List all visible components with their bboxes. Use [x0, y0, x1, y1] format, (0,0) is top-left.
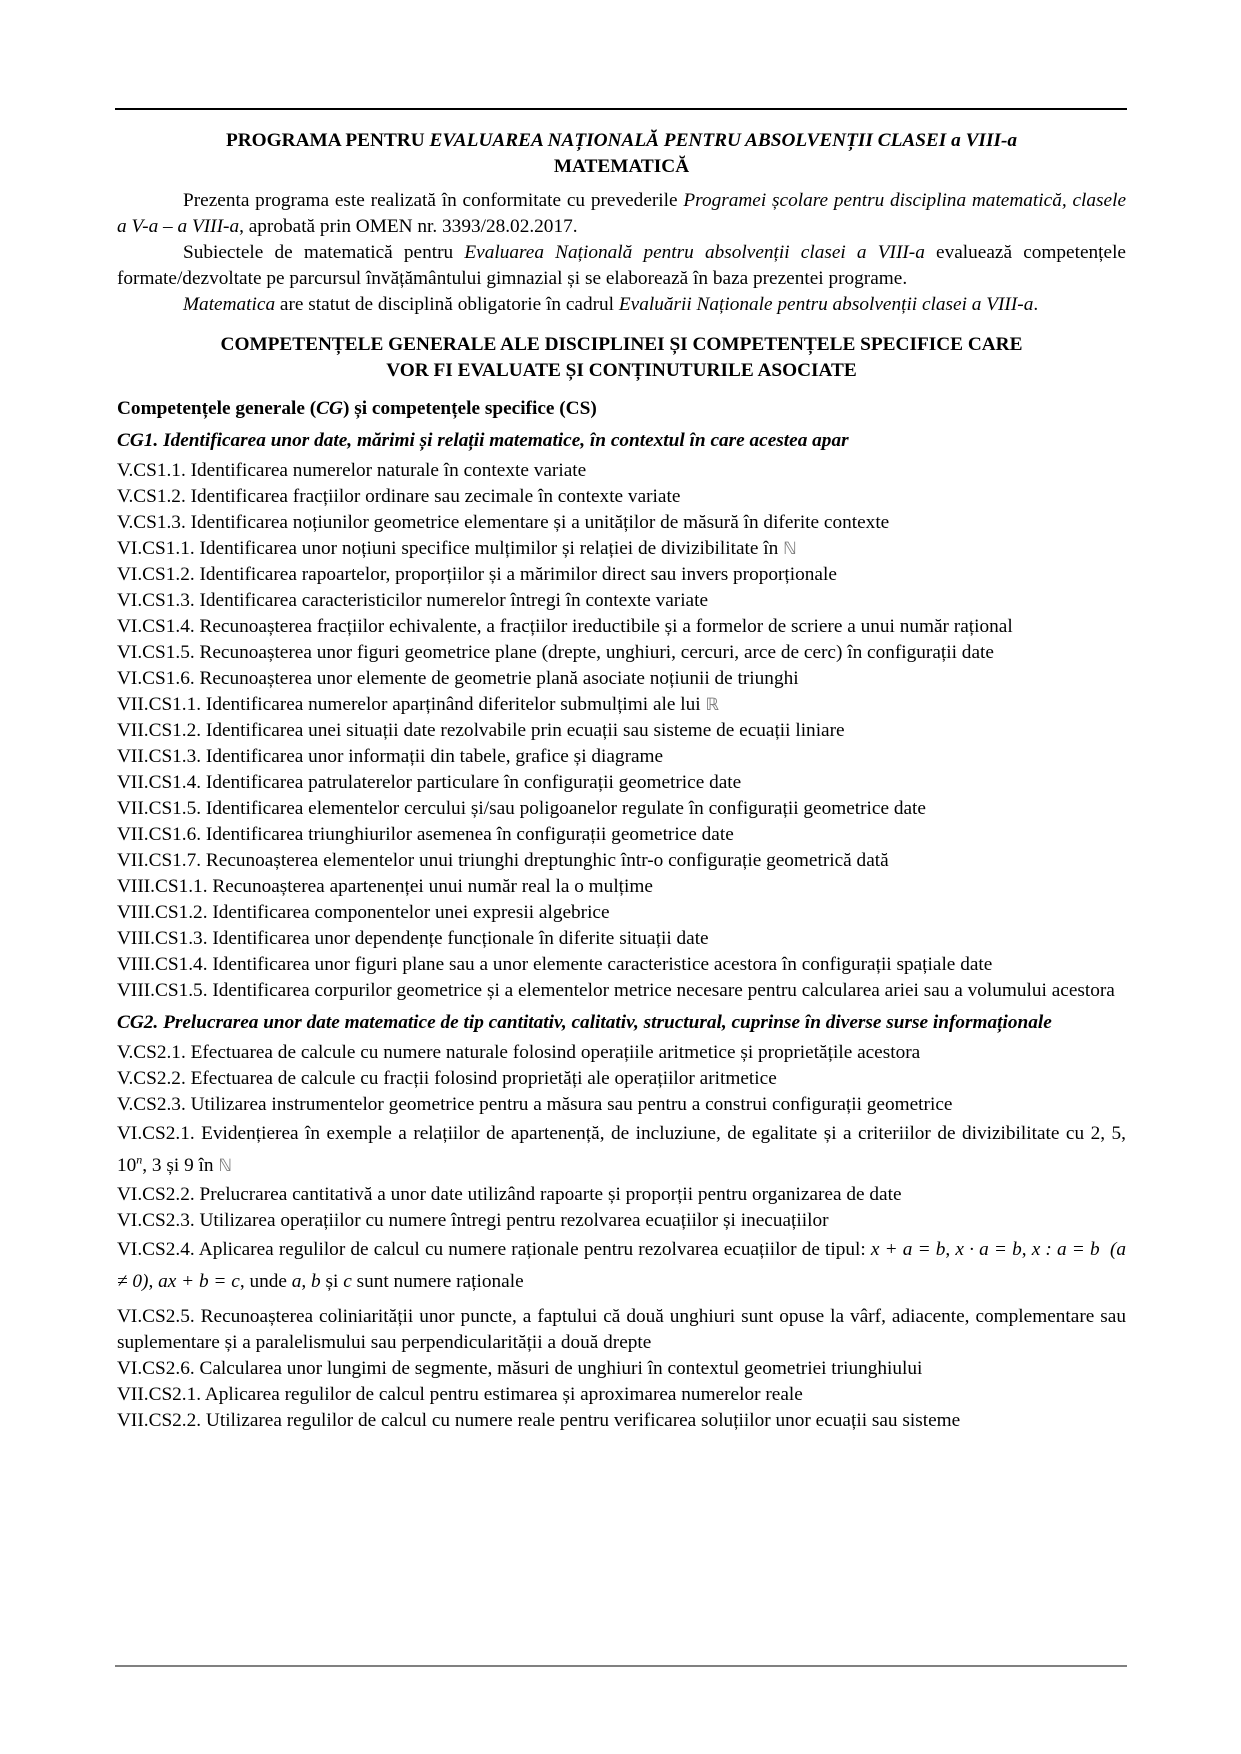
- list-item: VI.CS2.3. Utilizarea operațiilor cu numere întregi pentru rezolvarea ecuațiilor și inecuațiilor: [117, 1210, 829, 1231]
- document-subject: MATEMATICĂ: [553, 156, 690, 177]
- text: Programei școlare pentru disciplina matematică, clasele a V-a – a VIII-a: [117, 190, 1127, 237]
- text: VII.CS1.1. Identificarea numerelor aparținând diferitelor submulțimi ale lui: [117, 694, 706, 715]
- list-item: VII.CS1.3. Identificarea unor informații din tabele, grafice și diagrame: [117, 746, 664, 767]
- list-item: VII.CS1.5. Identificarea elementelor cercului și/sau poligoanelor regulate în configurații geometrice date: [117, 798, 926, 819]
- list-item: VI.CS1.2. Identificarea rapoartelor, proporțiilor și a mărimilor direct sau invers proporționale: [117, 564, 837, 585]
- list-item: VI.CS2.6. Calcularea unor lungimi de segmente, măsuri de unghiuri în contextul geometriei triunghiului: [117, 1358, 923, 1379]
- list-item: VIII.CS1.1. Recunoașterea apartenenței unui număr real la o mulțime: [117, 876, 653, 897]
- text: .: [1033, 294, 1039, 315]
- text: evaluează competențele formate/dezvoltate pe parcursul învățământului gimnazial și se elaborează în baza prezentei programe.: [117, 242, 1126, 289]
- text: sunt numere raționale: [351, 1271, 524, 1292]
- text: , aprobată prin OMEN nr. 3393/28.02.2017.: [239, 216, 578, 237]
- cg1-heading: CG1. Identificarea unor date, mărimi și relații matematice, în contextul în care acestea apar: [117, 430, 849, 451]
- text: CG: [316, 398, 343, 419]
- cg2-list: [117, 1040, 1126, 1434]
- list-item: VIII.CS1.2. Identificarea componentelor unei expresii algebrice: [117, 902, 610, 923]
- text: , 3 și 9 în: [142, 1155, 219, 1176]
- condition: (a ≠ 0): [117, 1239, 1126, 1292]
- list-item: VI.CS1.4. Recunoașterea fracțiilor echivalente, a fracțiilor ireductibile și a formelor de scriere a unui număr rațional: [117, 616, 1013, 637]
- text: ,: [301, 1271, 312, 1292]
- text: Competențele generale (: [117, 398, 317, 419]
- list-item: V.CS1.1. Identificarea numerelor naturale în contexte variate: [117, 460, 587, 481]
- intro-paragraph-2: [117, 240, 1126, 292]
- variable: a: [291, 1271, 302, 1292]
- list-item: V.CS2.1. Efectuarea de calcule cu numere naturale folosind operațiile aritmetice și proprietățile acestora: [117, 1042, 921, 1063]
- text: ,: [945, 1239, 956, 1260]
- text: ,: [148, 1271, 159, 1292]
- text: VI.CS2.4. Aplicarea regulilor de calcul cu numere raționale pentru rezolvarea ecuațiilor de tipul:: [117, 1239, 871, 1260]
- text: Prezenta programa este realizată în conformitate cu prevederile: [183, 190, 684, 211]
- text: ) și competențele specifice (CS): [342, 398, 597, 419]
- title-italic: EVALUAREA NAȚIONALĂ PENTRU ABSOLVENȚII CLASEI a VIII-a: [429, 130, 1018, 151]
- text: Evaluării Naționale pentru absolvenții clasei a VIII-a: [618, 294, 1034, 315]
- intro-paragraph-1: [117, 188, 1126, 240]
- list-item: VI.CS1.6. Recunoașterea unor elemente de geometrie plană asociate noțiunii de triunghi: [117, 668, 799, 689]
- list-item: VII.CS1.2. Identificarea unei situații date rezolvabile prin ecuații sau sisteme de ecuații liniare: [117, 720, 845, 741]
- list-item: [117, 1118, 1126, 1182]
- list-item: VI.CS2.5. Recunoașterea coliniarității unor puncte, a faptului că două unghiuri sunt opuse la vârf, adiacente, complementare sau suplementare și a paralelismului sau perpendicularității a două drepte: [117, 1306, 1126, 1353]
- section-title-line-1: COMPETENȚELE GENERALE ALE DISCIPLINEI ȘI COMPETENȚELE SPECIFICE CARE: [220, 334, 1023, 355]
- text: Evaluarea Națională pentru absolvenții clasei a VIII-a: [464, 242, 925, 263]
- list-item: [117, 536, 1126, 562]
- cg1-list: [117, 458, 1126, 1004]
- naturals-symbol-icon: ℕ: [218, 1156, 232, 1176]
- list-item: V.CS1.2. Identificarea fracțiilor ordinare sau zecimale în contexte variate: [117, 486, 681, 507]
- equation: x : a = b: [1031, 1239, 1100, 1260]
- list-item: V.CS2.3. Utilizarea instrumentelor geometrice pentru a măsura sau pentru a construi configurații geometrice: [117, 1094, 953, 1115]
- header-rule: [115, 108, 1127, 110]
- list-item: VI.CS2.2. Prelucrarea cantitativă a unor date utilizând rapoarte și proporții pentru organizarea de date: [117, 1184, 902, 1205]
- list-item: [117, 1234, 1126, 1298]
- list-item: VII.CS2.1. Aplicarea regulilor de calcul pentru estimarea și aproximarea numerelor reale: [117, 1384, 803, 1405]
- text: Matematica: [183, 294, 276, 315]
- list-item: VIII.CS1.5. Identificarea corpurilor geometrice și a elementelor metrice necesare pentru calcularea ariei sau a volumului acestora: [117, 980, 1115, 1001]
- exponent: n: [136, 1152, 143, 1167]
- text: VI.CS2.1. Evidențierea în exemple a relațiilor de apartenență, de incluziune, de egalitate și a criteriilor de divizibilitate cu 2, 5, 10: [117, 1123, 1126, 1176]
- footer-rule: [115, 1665, 1127, 1667]
- cg2-heading: CG2. Prelucrarea unor date matematice de tip cantitativ, calitativ, structural, cuprinse în diverse surse informaționale: [117, 1012, 1052, 1033]
- list-item: [117, 692, 1126, 718]
- list-item: VI.CS1.3. Identificarea caracteristicilor numerelor întregi în contexte variate: [117, 590, 709, 611]
- text: VI.CS1.1. Identificarea unor noțiuni specifice mulțimilor și relației de divizibilitate în: [117, 538, 784, 559]
- section-title: [117, 332, 1126, 384]
- text: Subiectele de matematică pentru: [183, 242, 465, 263]
- equation: x + a = b: [870, 1239, 946, 1260]
- list-item: VIII.CS1.3. Identificarea unor dependențe funcționale în diferite situații date: [117, 928, 709, 949]
- document-page: [117, 128, 1126, 1434]
- list-item: VI.CS1.5. Recunoașterea unor figuri geometrice plane (drepte, unghiuri, cercuri, arce de cerc) în configurații date: [117, 642, 994, 663]
- competencies-heading: [117, 396, 1126, 422]
- section-title-line-2: VOR FI EVALUATE ȘI CONȚINUTURILE ASOCIATE: [386, 360, 857, 381]
- text: , unde: [239, 1271, 292, 1292]
- list-item: V.CS1.3. Identificarea noțiunilor geometrice elementare și a unităților de măsură în diferite contexte: [117, 512, 890, 533]
- text: și: [320, 1271, 344, 1292]
- list-item: V.CS2.2. Efectuarea de calcule cu fracții folosind proprietăți ale operațiilor aritmetice: [117, 1068, 777, 1089]
- intro-paragraph-3: [117, 292, 1126, 318]
- document-title: [117, 128, 1126, 154]
- naturals-symbol-icon: ℕ: [783, 539, 797, 559]
- text: are statut de disciplină obligatorie în cadrul: [275, 294, 619, 315]
- text: ,: [1021, 1239, 1032, 1260]
- list-item: VII.CS1.6. Identificarea triunghiurilor asemenea în configurații geometrice date: [117, 824, 734, 845]
- variable: c: [343, 1271, 352, 1292]
- equation: x · a = b: [955, 1239, 1022, 1260]
- equation: ax + b = c: [158, 1271, 240, 1292]
- title-prefix: PROGRAMA PENTRU: [225, 130, 430, 151]
- list-item: VIII.CS1.4. Identificarea unor figuri plane sau a unor elemente caracteristice acestora în configurații spațiale date: [117, 954, 993, 975]
- reals-symbol-icon: ℝ: [705, 695, 719, 715]
- variable: b: [311, 1271, 321, 1292]
- list-item: VII.CS2.2. Utilizarea regulilor de calcul cu numere reale pentru verificarea soluțiilor unor ecuații sau sisteme: [117, 1410, 961, 1431]
- list-item: VII.CS1.7. Recunoașterea elementelor unui triunghi dreptunghic într-o configurație geometrică dată: [117, 850, 889, 871]
- list-item: VII.CS1.4. Identificarea patrulaterelor particulare în configurații geometrice date: [117, 772, 742, 793]
